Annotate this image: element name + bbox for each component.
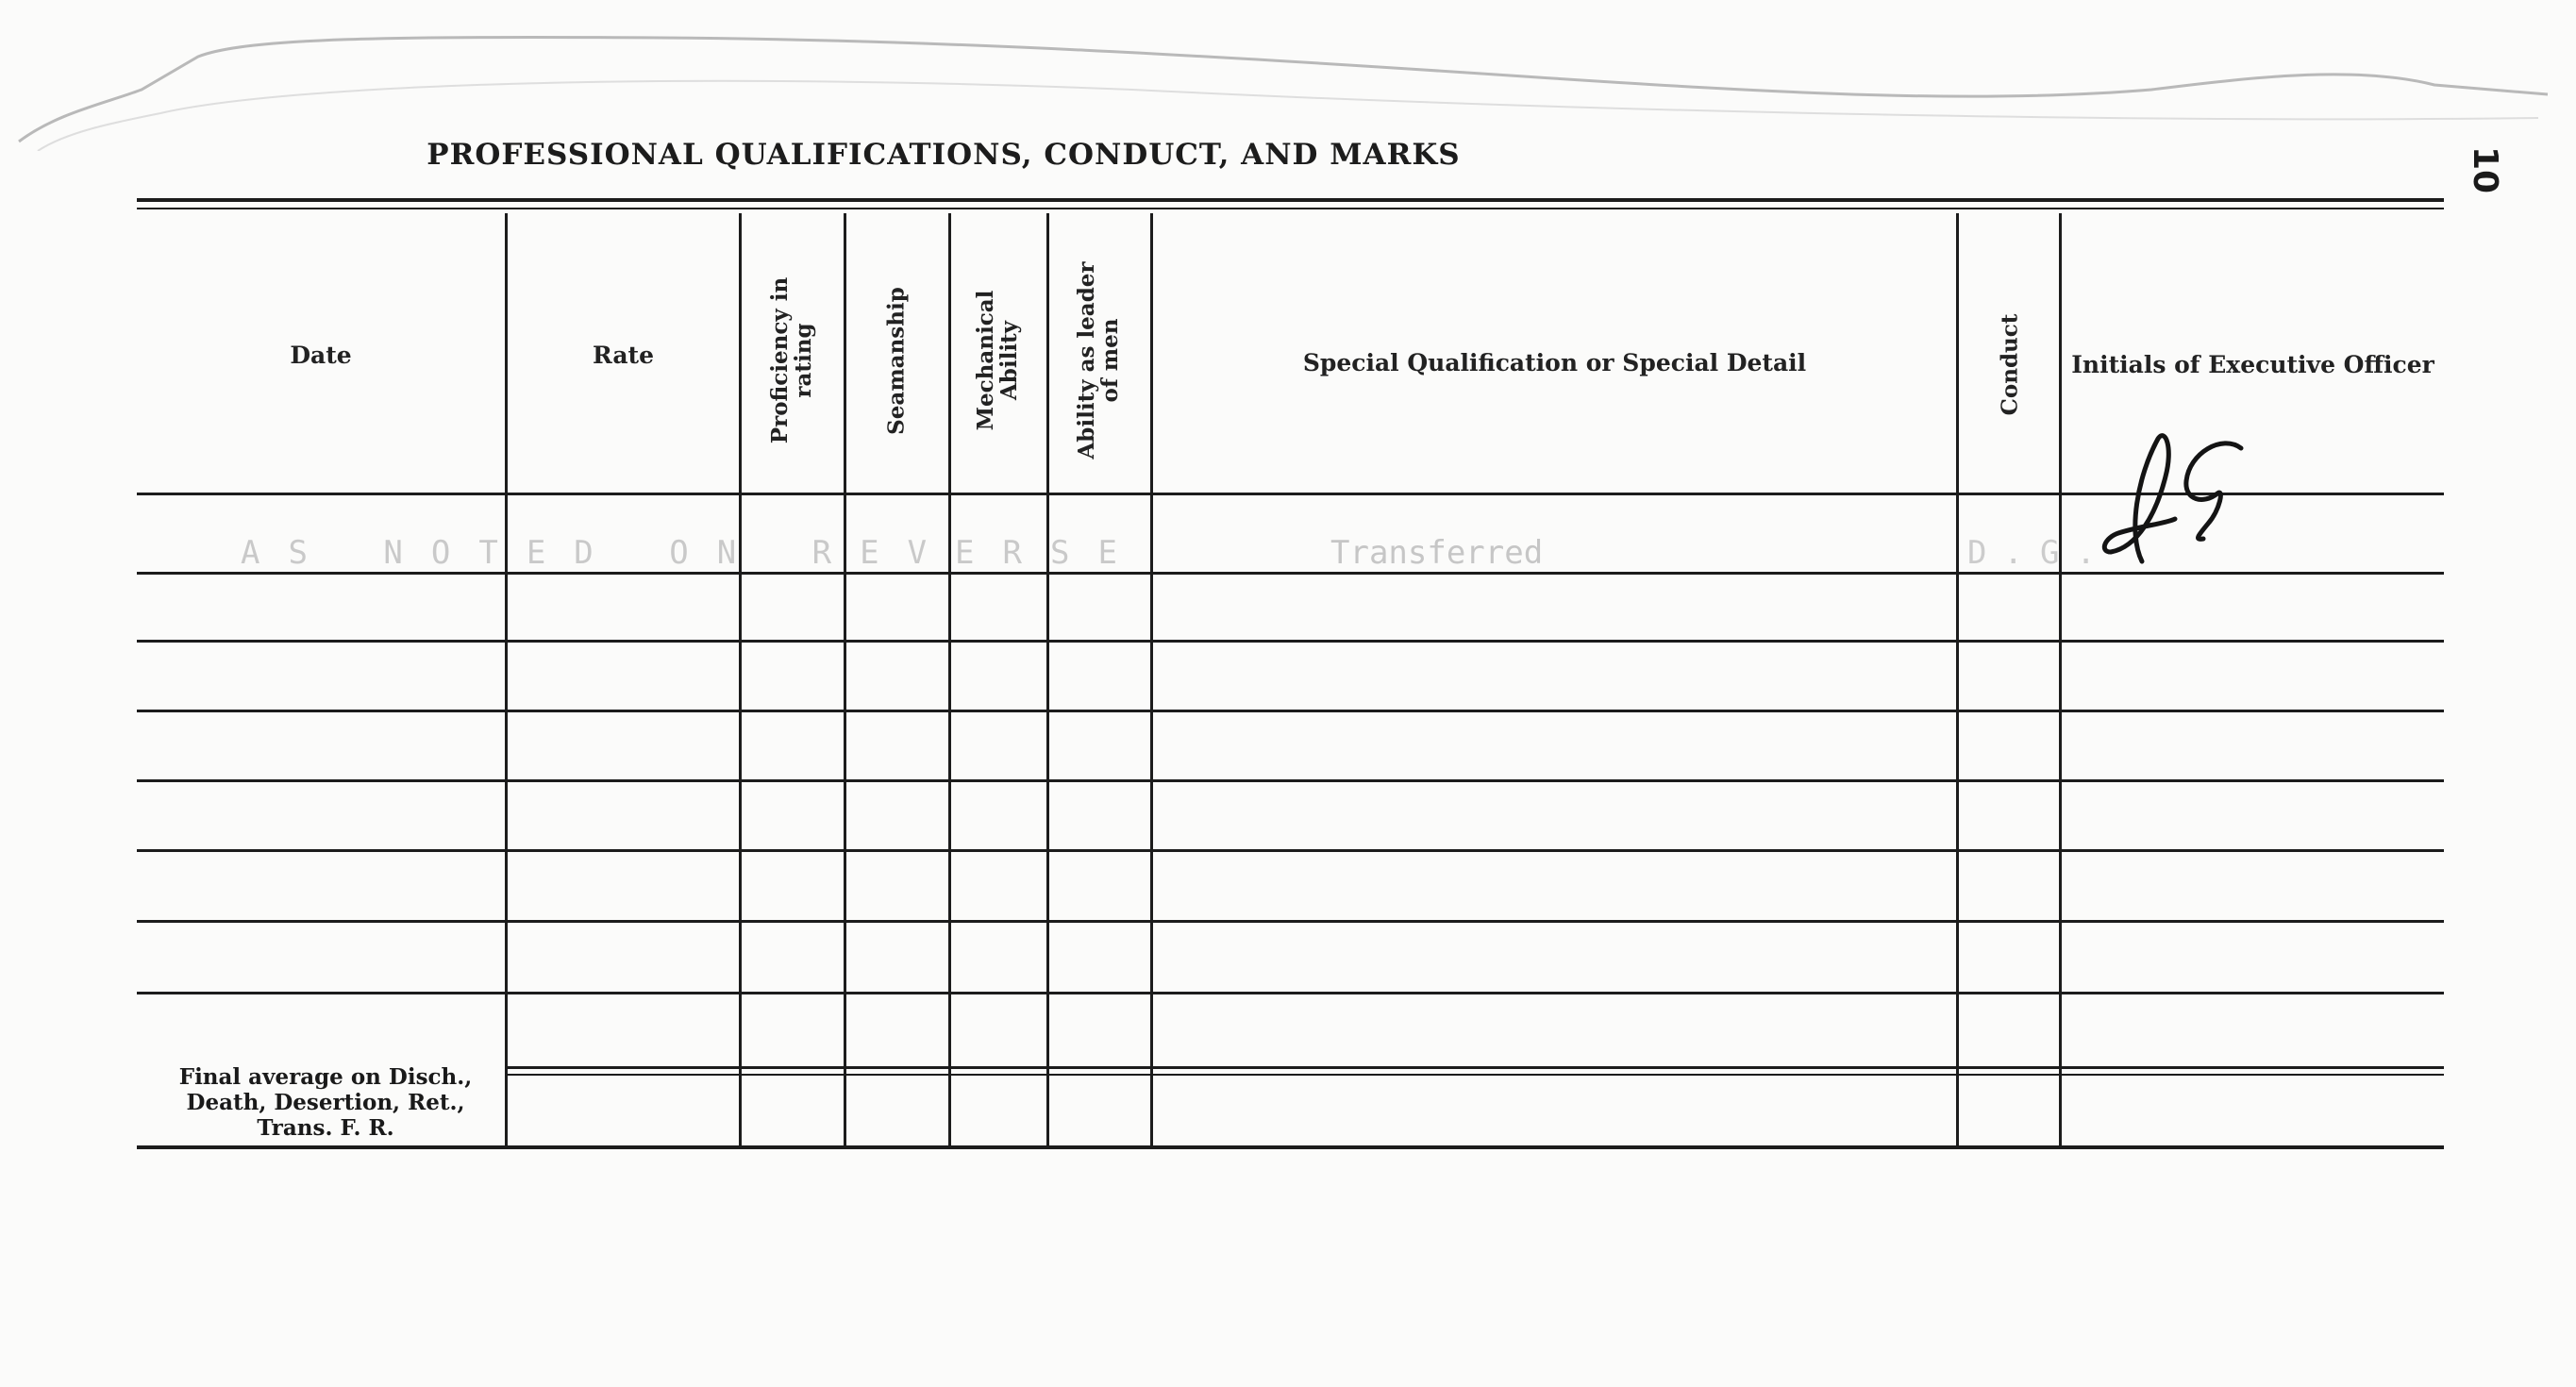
final-average-label bbox=[142, 1064, 510, 1141]
final-line-3: Trans. F. R. bbox=[257, 1115, 394, 1141]
header-rate: Rate bbox=[592, 342, 654, 369]
bottom-rule bbox=[137, 1145, 2444, 1149]
col-sep-rate-proficiency bbox=[739, 213, 742, 1147]
page-number: 10 bbox=[2466, 145, 2504, 194]
row-rule-1 bbox=[137, 493, 2444, 495]
row-rule-3 bbox=[137, 640, 2444, 643]
executive-officer-signature bbox=[2099, 420, 2260, 571]
top-rule-inner bbox=[137, 208, 2444, 209]
header-conduct: Conduct bbox=[1997, 313, 2023, 416]
faded-initials: D.G. bbox=[1967, 534, 2113, 572]
col-sep-mechanical-leadership bbox=[1046, 213, 1049, 1147]
row-rule-7 bbox=[137, 920, 2444, 923]
col-sep-seamanship-mechanical bbox=[948, 213, 951, 1147]
header-leadership: Ability as leader of men bbox=[1074, 261, 1123, 460]
col-sep-proficiency-seamanship bbox=[844, 213, 846, 1147]
final-rule-b bbox=[508, 1074, 2444, 1076]
row-rule-2 bbox=[137, 572, 2444, 575]
header-date: Date bbox=[290, 342, 352, 369]
header-proficiency: Proficiency in rating bbox=[767, 276, 816, 444]
final-rule-a bbox=[508, 1066, 2444, 1069]
faded-status: Transferred bbox=[1330, 534, 1544, 572]
header-initials: Initials of Executive Officer bbox=[2071, 351, 2434, 378]
header-special: Special Qualification or Special Detail bbox=[1302, 349, 1807, 376]
final-line-2: Death, Desertion, Ret., bbox=[186, 1090, 465, 1115]
header-mechanical: Mechanical Ability bbox=[973, 290, 1022, 431]
top-rule bbox=[137, 198, 2444, 202]
row-rule-5 bbox=[137, 779, 2444, 782]
final-line-1: Final average on Disch., bbox=[178, 1064, 473, 1090]
row-rule-6 bbox=[137, 849, 2444, 852]
col-sep-special-conduct bbox=[1956, 213, 1959, 1147]
row-rule-4 bbox=[137, 710, 2444, 712]
header-seamanship: Seamanship bbox=[883, 287, 910, 435]
torn-paper-edge bbox=[0, 0, 2576, 151]
form-title: PROFESSIONAL QUALIFICATIONS, CONDUCT, AND MARKS bbox=[427, 138, 1461, 172]
faded-note: AS NOTED ON REVERSE bbox=[241, 534, 1146, 572]
row-rule-8 bbox=[137, 992, 2444, 994]
